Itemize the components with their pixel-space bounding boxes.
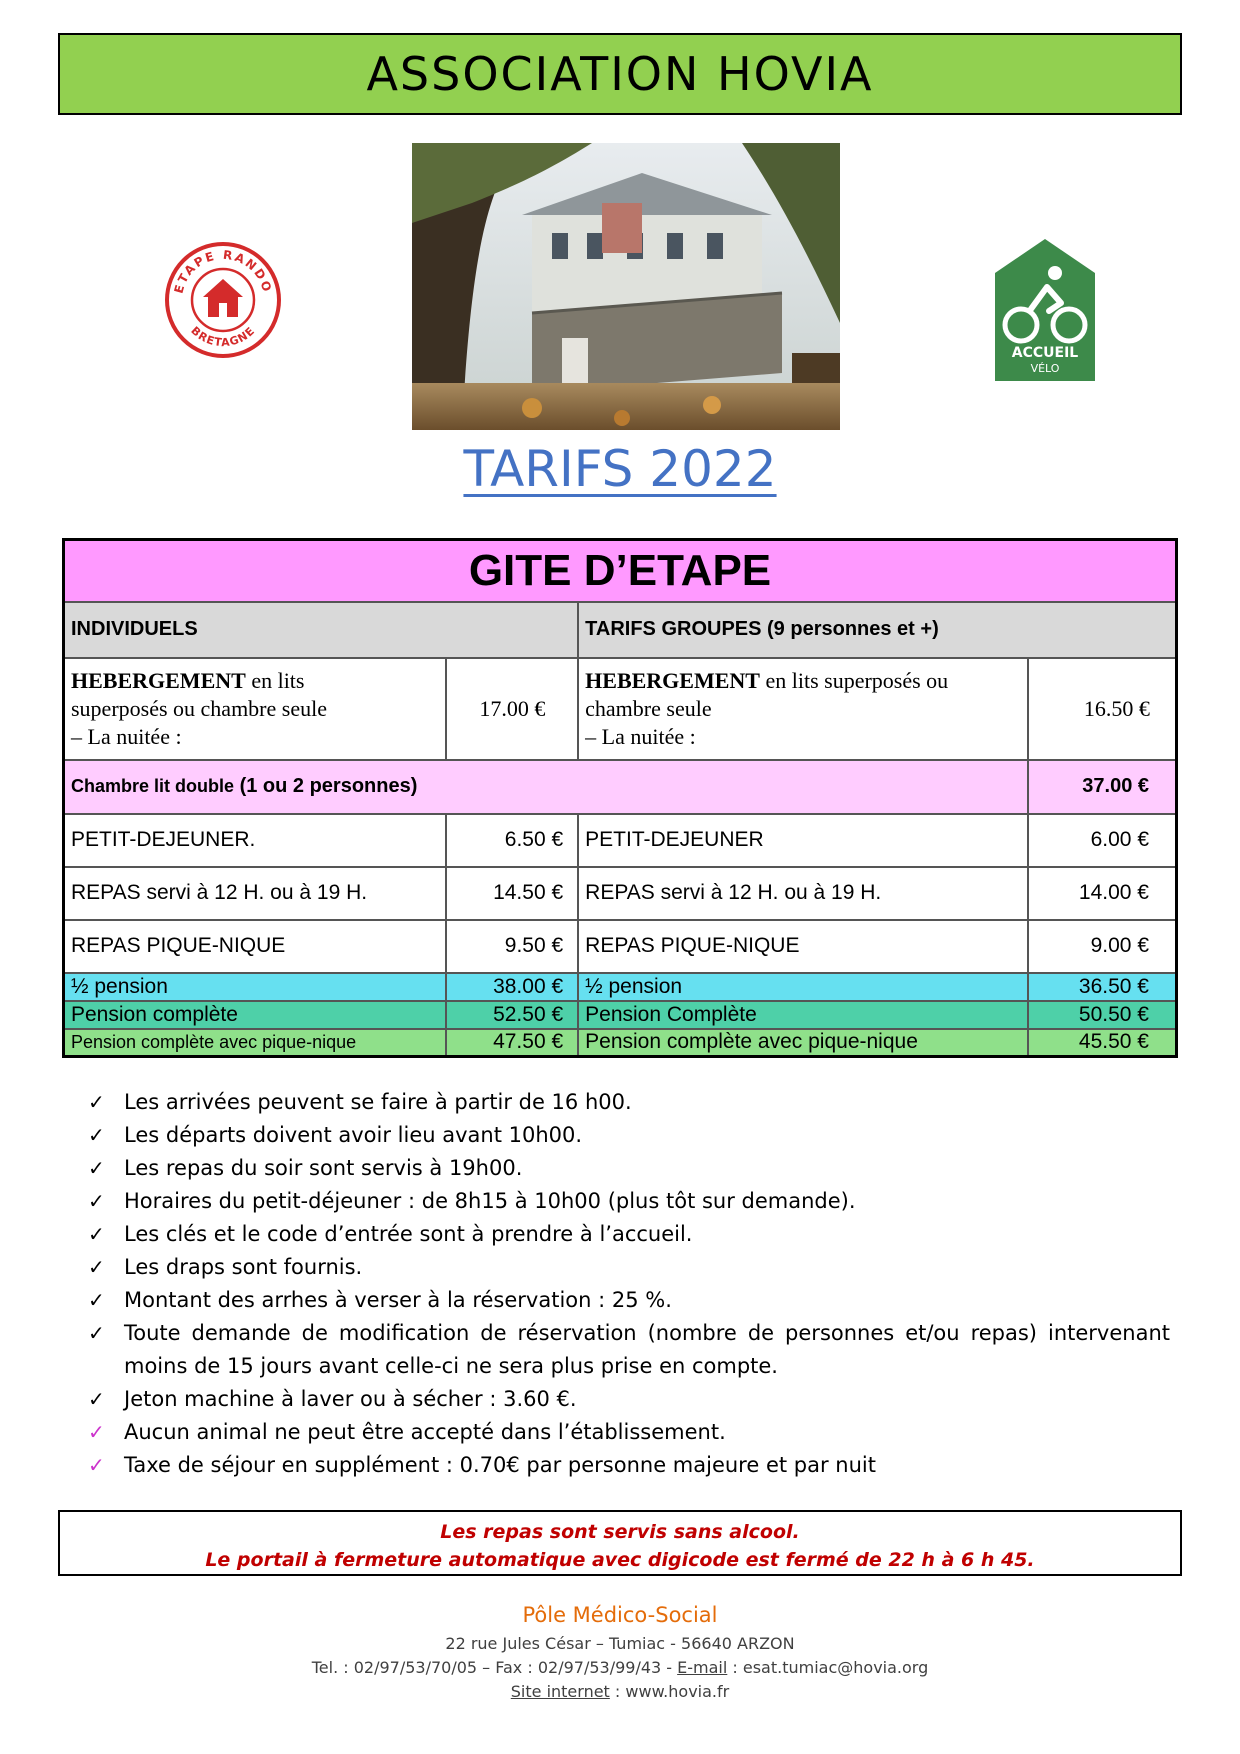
check-icon: ✓: [88, 1321, 105, 1345]
list-item: ✓ Les draps sont fournis.: [88, 1251, 1170, 1284]
check-icon: ✓: [88, 1288, 105, 1312]
demi-pension-groupe-price: 36.50 €: [1028, 973, 1177, 1001]
groupe-label: REPAS servi à 12 H. ou à 19 H.: [578, 867, 1028, 920]
pension-pique-nique-groupe-price: 45.50 €: [1028, 1029, 1177, 1057]
pension-complete-groupe-price: 50.50 €: [1028, 1001, 1177, 1029]
individuel-price: 9.50 €: [446, 920, 578, 973]
gite-etape-header-row: [64, 540, 1177, 602]
velo-logo-text-velo: VÉLO: [1030, 362, 1060, 375]
demi-pension-individuel-label: ½ pension: [64, 973, 447, 1001]
table-row: [64, 867, 1177, 920]
rules-list: [88, 1086, 1170, 1482]
footer-website: Site internet : www.hovia.fr: [510, 1682, 730, 1701]
pension-pique-nique-row: [64, 1029, 1177, 1057]
list-item: ✓ Les clés et le code d’entrée sont à prendre à l’accueil.: [88, 1218, 1170, 1251]
bicycle-icon: [991, 233, 1099, 383]
note-box: [58, 1510, 1182, 1576]
pension-pique-nique-individuel-price: 47.50 €: [446, 1029, 578, 1057]
demi-pension-row: [64, 973, 1177, 1001]
groupe-price: 14.00 €: [1028, 867, 1177, 920]
pension-complete-individuel-price: 52.50 €: [446, 1001, 578, 1029]
chambre-double-row: [64, 760, 1177, 814]
gite-building-photo: [412, 143, 840, 430]
hebergement-groupe-price: 16.50 €: [1028, 658, 1177, 760]
list-item: ✓ Les arrivées peuvent se faire à partir de 16 h00.: [88, 1086, 1170, 1119]
hebergement-groupe-label: HEBERGEMENT en lits superposés ou chambre seule – La nuitée :: [578, 658, 1028, 760]
footer-contact: Tel. : 02/97/53/70/05 – Fax : 02/97/53/99/43 - E-mail : esat.tumiac@hovia.org: [311, 1658, 929, 1677]
email-link[interactable]: E-mail: [677, 1658, 728, 1677]
list-item: ✓ Horaires du petit-déjeuner : de 8h15 à 10h00 (plus tôt sur demande).: [88, 1185, 1170, 1218]
association-title-banner: [58, 33, 1182, 115]
house-icon: [164, 241, 282, 359]
groupe-label: PETIT-DEJEUNER: [578, 814, 1028, 867]
hebergement-row: [64, 658, 1177, 760]
pension-complete-individuel-label: Pension complète: [64, 1001, 447, 1029]
etape-rando-logo: [163, 238, 283, 362]
demi-pension-groupe-label: ½ pension: [578, 973, 1028, 1001]
individuel-price: 14.50 €: [446, 867, 578, 920]
list-item: ✓ Aucun animal ne peut être accepté dans l’établissement.: [88, 1416, 1170, 1449]
groupe-label: REPAS PIQUE-NIQUE: [578, 920, 1028, 973]
pension-pique-nique-groupe-label: Pension complète avec pique-nique: [578, 1029, 1028, 1057]
list-item: ✓ Montant des arrhes à verser à la réservation : 25 %.: [88, 1284, 1170, 1317]
list-item: ✓ Jeton machine à laver ou à sécher : 3.60 €.: [88, 1383, 1170, 1416]
groupe-price: 9.00 €: [1028, 920, 1177, 973]
pension-complete-groupe-label: Pension Complète: [578, 1001, 1028, 1029]
groupe-price: 6.00 €: [1028, 814, 1177, 867]
check-icon: ✓: [88, 1156, 105, 1180]
check-icon: ✓: [88, 1222, 105, 1246]
list-item: ✓ Les repas du soir sont servis à 19h00.: [88, 1152, 1170, 1185]
footer: [0, 1598, 1240, 1704]
table-row: [64, 814, 1177, 867]
list-item: ✓ Toute demande de modification de réservation (nombre de personnes et/ou repas) intervenant moins de 15 jours avant celle-ci ne sera plus prise en compte.: [88, 1317, 1170, 1383]
association-title: ASSOCIATION HOVIA: [366, 47, 874, 101]
category-header-row: [64, 602, 1177, 658]
groupes-header: TARIFS GROUPES (9 personnes et +): [578, 602, 1176, 658]
individuel-label: REPAS PIQUE-NIQUE: [64, 920, 447, 973]
rando-logo-bottom-text: BRETAGNE: [188, 324, 258, 350]
note-line-alcool: Les repas sont servis sans alcool.: [440, 1521, 800, 1543]
velo-logo-text-accueil: ACCUEIL: [1011, 345, 1079, 361]
check-icon: ✓: [88, 1090, 105, 1114]
individuels-header: INDIVIDUELS: [64, 602, 579, 658]
footer-organization: Pôle Médico-Social: [522, 1603, 718, 1627]
pension-pique-nique-individuel-label: Pension complète avec pique-nique: [64, 1029, 447, 1057]
rando-logo-top-text: ETAPE RANDO: [171, 247, 275, 295]
table-row: [64, 920, 1177, 973]
demi-pension-individuel-price: 38.00 €: [446, 973, 578, 1001]
gite-etape-title: GITE D’ETAPE: [64, 540, 1177, 602]
list-item: ✓ Les départs doivent avoir lieu avant 10h00.: [88, 1119, 1170, 1152]
individuel-label: PETIT-DEJEUNER.: [64, 814, 447, 867]
check-icon: ✓: [88, 1123, 105, 1147]
tarifs-table: [62, 538, 1178, 1058]
footer-address: 22 rue Jules César – Tumiac - 56640 ARZON: [445, 1634, 795, 1653]
svg-text:BRETAGNE: [188, 324, 257, 349]
check-icon: ✓: [88, 1420, 105, 1444]
hebergement-individuel-label: HEBERGEMENT en lits superposés ou chambre seule – La nuitée :: [64, 658, 447, 760]
check-icon: ✓: [88, 1255, 105, 1279]
note-line-portail: Le portail à fermeture automatique avec digicode est fermé de 22 h à 6 h 45.: [205, 1549, 1035, 1571]
chambre-double-label: Chambre lit double (1 ou 2 personnes): [64, 760, 1028, 814]
check-icon: ✓: [88, 1189, 105, 1213]
individuel-price: 6.50 €: [446, 814, 578, 867]
check-icon: ✓: [88, 1387, 105, 1411]
check-icon: ✓: [88, 1453, 105, 1477]
individuel-label: REPAS servi à 12 H. ou à 19 H.: [64, 867, 447, 920]
list-item: ✓ Taxe de séjour en supplément : 0.70€ par personne majeure et par nuit: [88, 1449, 1170, 1482]
accueil-velo-logo: [986, 226, 1104, 390]
tarifs-heading: TARIFS 2022: [463, 440, 777, 498]
website-link[interactable]: Site internet: [510, 1682, 610, 1701]
pension-complete-row: [64, 1001, 1177, 1029]
chambre-double-price: 37.00 €: [1028, 760, 1177, 814]
hebergement-individuel-price: 17.00 €: [446, 658, 578, 760]
